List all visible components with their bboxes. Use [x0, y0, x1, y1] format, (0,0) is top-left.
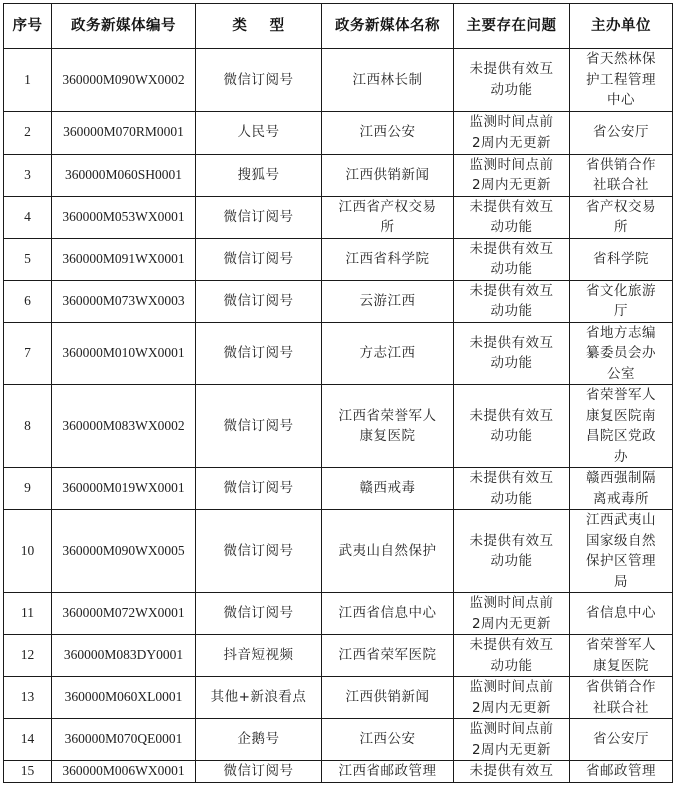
table-row — [4, 196, 673, 238]
cell-index — [4, 111, 52, 154]
cell-name — [322, 635, 454, 677]
cell-problem — [454, 510, 570, 593]
cell-problem-text: 未提供有效互 — [469, 763, 554, 779]
cell-name-text: 方志江西 — [359, 345, 416, 361]
cell-code — [52, 238, 196, 280]
cell-type — [196, 49, 322, 112]
cell-code-text: 360000M010WX0001 — [62, 345, 185, 360]
cell-type — [196, 593, 322, 635]
cell-name — [322, 49, 454, 112]
cell-code — [52, 468, 196, 510]
cell-unit — [570, 510, 673, 593]
cell-unit-text: 省公安厅 — [593, 731, 649, 748]
cell-type-text: 微信订阅号 — [223, 250, 294, 267]
cell-name-text: 江西省荣誉军人 康复医院 — [338, 407, 437, 444]
cell-type-text: 微信订阅号 — [223, 292, 294, 309]
cell-unit — [570, 677, 673, 719]
cell-code — [52, 111, 196, 154]
cell-code-text: 360000M072WX0001 — [62, 605, 185, 621]
cell-code-text: 360000M019WX0001 — [62, 480, 185, 496]
cell-problem-text: 监测时间点前 2周内无更新 — [469, 721, 554, 758]
cell-problem-text: 未提供有效互 动功能 — [469, 637, 554, 674]
cell-type-text: 搜狐号 — [237, 166, 280, 183]
cell-unit-text: 省地方志编 纂委员会办 公室 — [586, 324, 656, 382]
cell-unit-text: 省天然林保 护工程管理 中心 — [586, 51, 656, 108]
cell-index — [4, 154, 52, 196]
cell-name — [322, 385, 454, 468]
cell-unit — [570, 111, 673, 154]
cell-type — [196, 510, 322, 593]
cell-code-text: 360000M090WX0005 — [62, 542, 185, 558]
cell-index — [4, 593, 52, 635]
cell-problem — [454, 635, 570, 677]
cell-problem — [454, 49, 570, 112]
table-row — [4, 593, 673, 635]
cell-index — [4, 238, 52, 280]
cell-code-text: 360000M070QE0001 — [64, 731, 183, 747]
cell-problem — [454, 111, 570, 154]
cell-type-text: 微信订阅号 — [223, 605, 294, 622]
cell-problem — [454, 385, 570, 468]
header-name: 政务新媒体名称 — [322, 4, 454, 49]
cell-name-text: 江西省产权交易 所 — [338, 198, 437, 235]
cell-index-text: 1 — [24, 71, 31, 87]
table-row — [4, 238, 673, 280]
cell-code-text: 360000M060SH0001 — [64, 166, 182, 182]
cell-problem-text: 未提供有效互 动功能 — [469, 334, 554, 372]
cell-index-text: 10 — [20, 542, 35, 558]
cell-name-text: 江西省邮政管理 — [338, 763, 437, 779]
cell-name-text: 赣西戒毒 — [359, 480, 416, 497]
cell-index — [4, 677, 52, 719]
cell-problem-text: 未提供有效互 动功能 — [469, 282, 554, 319]
cell-unit — [570, 196, 673, 238]
cell-index — [4, 196, 52, 238]
cell-problem — [454, 719, 570, 761]
header-problem: 主要存在问题 — [454, 4, 570, 49]
cell-name — [322, 322, 454, 385]
cell-code — [52, 719, 196, 761]
cell-code — [52, 154, 196, 196]
cell-type-text: 其他+新浪看点 — [210, 689, 307, 706]
cell-index — [4, 49, 52, 112]
cell-code — [52, 761, 196, 783]
cell-name — [322, 196, 454, 238]
cell-code-text: 360000M091WX0001 — [62, 250, 185, 266]
cell-problem — [454, 593, 570, 635]
cell-unit — [570, 761, 673, 783]
cell-code — [52, 510, 196, 593]
cell-problem — [454, 196, 570, 238]
cell-problem-text: 监测时间点前 2周内无更新 — [469, 114, 554, 151]
cell-type — [196, 238, 322, 280]
table-row — [4, 635, 673, 677]
cell-problem — [454, 322, 570, 385]
cell-code-text: 360000M060XL0001 — [64, 689, 183, 705]
cell-type — [196, 154, 322, 196]
cell-type-text: 人民号 — [237, 124, 280, 141]
cell-unit-text: 省信息中心 — [586, 605, 656, 622]
cell-type — [196, 385, 322, 468]
cell-code-text: 360000M073WX0003 — [62, 292, 185, 308]
cell-unit-text: 省科学院 — [593, 250, 649, 267]
cell-name-text: 江西供销新闻 — [345, 689, 430, 706]
cell-code-text: 360000M053WX0001 — [62, 208, 185, 224]
cell-name — [322, 468, 454, 510]
cell-code-text: 360000M090WX0002 — [62, 71, 185, 87]
cell-type — [196, 635, 322, 677]
cell-unit-text: 省荣誉军人 康复医院南 昌院区党政 办 — [586, 387, 656, 465]
cell-name-text: 江西省科学院 — [345, 250, 430, 267]
cell-index-text: 15 — [20, 763, 35, 778]
table-row — [4, 322, 673, 385]
cell-unit — [570, 322, 673, 385]
cell-type — [196, 677, 322, 719]
table-row — [4, 280, 673, 322]
cell-unit-text: 省产权交易 所 — [586, 198, 656, 235]
cell-name — [322, 280, 454, 322]
cell-type-text: 微信订阅号 — [223, 345, 294, 361]
table-row — [4, 111, 673, 154]
cell-code — [52, 635, 196, 677]
cell-problem-text: 未提供有效互 动功能 — [469, 407, 554, 444]
cell-unit — [570, 238, 673, 280]
cell-unit-text: 省供销合作 社联合社 — [586, 679, 656, 716]
cell-type — [196, 468, 322, 510]
cell-index-text: 11 — [21, 605, 34, 621]
cell-type — [196, 719, 322, 761]
cell-name — [322, 761, 454, 783]
cell-index — [4, 468, 52, 510]
cell-type — [196, 280, 322, 322]
cell-problem — [454, 238, 570, 280]
cell-type-text: 微信订阅号 — [223, 542, 294, 559]
cell-index-text: 12 — [20, 647, 35, 663]
header-unit: 主办单位 — [570, 4, 673, 49]
cell-index-text: 13 — [20, 689, 35, 705]
cell-code — [52, 49, 196, 112]
cell-code-text: 360000M083DY0001 — [63, 647, 184, 663]
cell-name-text: 江西林长制 — [352, 71, 423, 88]
cell-code — [52, 196, 196, 238]
cell-code — [52, 280, 196, 322]
table-row — [4, 154, 673, 196]
cell-type — [196, 322, 322, 385]
cell-index-text: 6 — [24, 292, 31, 308]
cell-problem-text: 未提供有效互 动功能 — [469, 240, 554, 277]
cell-unit — [570, 154, 673, 196]
cell-problem-text: 未提供有效互 动功能 — [469, 532, 554, 569]
header-row — [4, 4, 673, 49]
cell-index — [4, 322, 52, 385]
cell-code — [52, 677, 196, 719]
cell-problem-text: 监测时间点前 2周内无更新 — [469, 156, 554, 193]
cell-name-text: 江西省信息中心 — [338, 605, 437, 622]
table-row — [4, 719, 673, 761]
cell-name — [322, 510, 454, 593]
cell-index — [4, 719, 52, 761]
cell-code — [52, 593, 196, 635]
cell-problem — [454, 154, 570, 196]
cell-type-text: 微信订阅号 — [223, 208, 294, 225]
cell-unit — [570, 593, 673, 635]
table-row — [4, 510, 673, 593]
table-row — [4, 677, 673, 719]
cell-index-text: 4 — [24, 208, 31, 224]
table-row — [4, 385, 673, 468]
cell-name-text: 云游江西 — [359, 292, 416, 309]
cell-type — [196, 196, 322, 238]
cell-unit-text: 赣西强制隔 离戒毒所 — [586, 470, 656, 507]
cell-index-text: 7 — [24, 345, 31, 360]
cell-code-text: 360000M083WX0002 — [62, 417, 185, 433]
cell-name-text: 江西供销新闻 — [345, 166, 430, 183]
cell-index — [4, 385, 52, 468]
cell-type-text: 微信订阅号 — [223, 417, 294, 434]
cell-unit — [570, 635, 673, 677]
cell-unit-text: 省文化旅游 厅 — [586, 282, 656, 319]
table-row — [4, 49, 673, 112]
header-index: 序号 — [4, 4, 52, 49]
cell-unit — [570, 719, 673, 761]
cell-code — [52, 385, 196, 468]
cell-problem — [454, 677, 570, 719]
cell-unit-text: 江西武夷山 国家级自然 保护区管理 局 — [586, 512, 656, 590]
cell-code — [52, 322, 196, 385]
cell-name-text: 武夷山自然保护 — [338, 542, 437, 559]
cell-unit-text: 省公安厅 — [593, 124, 649, 141]
cell-index — [4, 635, 52, 677]
header-type: 类 型 — [196, 4, 322, 49]
cell-problem — [454, 468, 570, 510]
cell-name — [322, 719, 454, 761]
cell-name — [322, 238, 454, 280]
cell-name-text: 江西公安 — [359, 731, 416, 748]
header-code: 政务新媒体编号 — [52, 4, 196, 49]
cell-index-text: 2 — [24, 124, 31, 140]
cell-unit — [570, 468, 673, 510]
cell-index-text: 8 — [24, 417, 31, 433]
cell-unit-text: 省供销合作 社联合社 — [586, 156, 656, 193]
media-issues-table — [3, 3, 673, 783]
table-row — [4, 468, 673, 510]
cell-name — [322, 593, 454, 635]
cell-index — [4, 510, 52, 593]
cell-code-text: 360000M006WX0001 — [62, 763, 185, 778]
cell-problem — [454, 761, 570, 783]
cell-name-text: 江西省荣军医院 — [338, 647, 437, 664]
cell-type-text: 微信订阅号 — [223, 763, 294, 779]
cell-name — [322, 677, 454, 719]
cell-name — [322, 154, 454, 196]
cell-index-text: 9 — [24, 480, 31, 496]
cell-problem-text: 未提供有效互 动功能 — [469, 470, 554, 507]
cell-problem-text: 监测时间点前 2周内无更新 — [469, 595, 554, 632]
cell-problem — [454, 280, 570, 322]
cell-index-text: 3 — [24, 166, 31, 182]
cell-problem-text: 未提供有效互 动功能 — [469, 61, 554, 98]
cell-problem-text: 未提供有效互 动功能 — [469, 198, 554, 235]
cell-unit — [570, 49, 673, 112]
cell-index — [4, 280, 52, 322]
cell-unit-text: 省荣誉军人 康复医院 — [586, 637, 656, 674]
table-row — [4, 761, 673, 783]
cell-type-text: 抖音短视频 — [223, 647, 294, 664]
cell-index-text: 5 — [24, 250, 31, 266]
cell-name — [322, 111, 454, 154]
cell-type — [196, 111, 322, 154]
cell-unit-text: 省邮政管理 — [586, 763, 656, 779]
cell-type — [196, 761, 322, 783]
cell-unit — [570, 280, 673, 322]
cell-index-text: 14 — [20, 731, 35, 747]
cell-type-text: 微信订阅号 — [223, 71, 294, 88]
cell-index — [4, 761, 52, 783]
cell-problem-text: 监测时间点前 2周内无更新 — [469, 679, 554, 716]
cell-code-text: 360000M070RM0001 — [63, 124, 184, 140]
cell-unit — [570, 385, 673, 468]
cell-name-text: 江西公安 — [359, 124, 416, 141]
cell-type-text: 企鹅号 — [237, 731, 280, 748]
cell-type-text: 微信订阅号 — [223, 480, 294, 497]
